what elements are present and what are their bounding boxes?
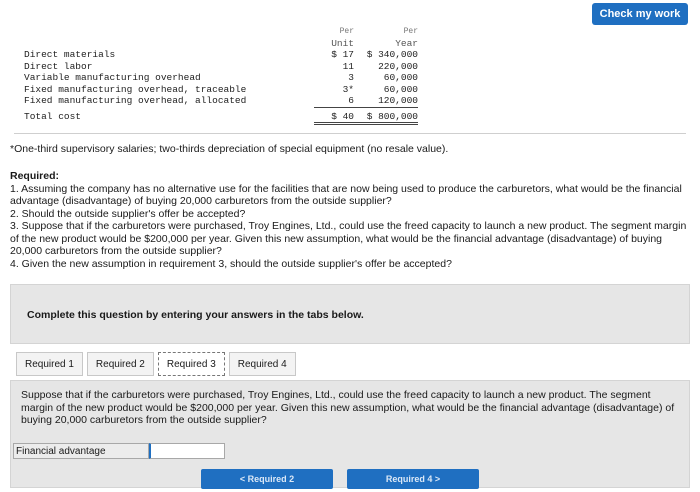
question-text: Suppose that if the carburetors were purchased, Troy Engines, Ltd., could use the freed capacity to launch a new product. The segment margin of the new product would be $200,000 per year. Given this new assumption, what would be the financial advantage (disadvantage) of buying 20,000 carburetors from the outside supplier? [21,389,675,426]
required-section [10,170,690,270]
row-year: 60,000 [383,83,418,95]
row-label: Variable manufacturing overhead [24,72,201,83]
required-heading: Required: [10,170,60,182]
col-head-year: Year [395,37,418,49]
footnote: *One-third supervisory salaries; two-thirds depreciation of special equipment (no resale value). [10,143,449,155]
table-row [24,61,418,73]
row-unit: 11 [342,60,354,72]
row-unit: 6 [314,95,360,107]
tab-bar [16,352,300,376]
tab-required-1[interactable]: Required 1 [16,352,83,376]
answer-row [13,443,225,459]
tab-required-2[interactable]: Required 2 [87,352,154,376]
table-row [24,95,418,107]
col-head-top-2: Per [403,27,418,36]
total-row [24,107,418,124]
table-row [24,84,418,96]
col-head-unit: Unit [331,37,354,49]
instructions-text: Complete this question by entering your answers in the tabs below. [27,309,364,321]
required-item: 1. Assuming the company has no alternative use for the facilities that are now being used to produce the carburetors, what would be the financial advantage (disadvantage) of buying 20,000 carburetors from the outside supplier? [10,182,682,207]
total-unit: $ 40 [314,107,360,124]
check-my-work-button[interactable]: Check my work [592,3,688,25]
row-year: 120,000 [360,95,418,107]
row-unit: $ 17 [331,49,354,60]
row-label: Fixed manufacturing overhead, traceable [24,83,247,95]
row-label: Fixed manufacturing overhead, allocated [24,95,247,107]
row-unit: 3* [342,83,354,95]
prev-required-button[interactable]: < Required 2 [201,469,333,489]
tab-panel-required-3 [10,380,690,488]
row-label: Direct labor [24,60,93,72]
tab-required-4[interactable]: Required 4 [229,352,296,376]
row-year: $ 340,000 [366,49,418,60]
row-year: 60,000 [383,72,418,83]
tab-required-3[interactable]: Required 3 [158,352,225,376]
row-label: Direct materials [24,49,116,60]
total-year: $ 800,000 [360,107,418,124]
required-item: 3. Suppose that if the carburetors were purchased, Troy Engines, Ltd., could use the freed capacity to launch a new product. The segment margin of the new product would be $200,000 per year. Given this new assumption, what would be the financial advantage (disadvantage) of buying 20,000 carburetors from the outside supplier? [10,220,687,257]
table-row [24,49,418,61]
col-head-top-1: Per [339,27,354,36]
answer-input[interactable] [149,443,225,459]
answer-label: Financial advantage [13,443,149,459]
instructions-box [10,284,690,344]
required-item: 4. Given the new assumption in requirement 3, should the outside supplier's offer be accepted? [10,257,452,270]
cost-table [24,26,418,125]
total-label: Total cost [24,111,82,122]
required-item: 2. Should the outside supplier's offer be accepted? [10,207,246,220]
table-row [24,72,418,84]
next-required-button[interactable]: Required 4 > [347,469,479,489]
row-year: 220,000 [378,60,418,72]
divider [14,133,686,134]
row-unit: 3 [348,72,354,83]
